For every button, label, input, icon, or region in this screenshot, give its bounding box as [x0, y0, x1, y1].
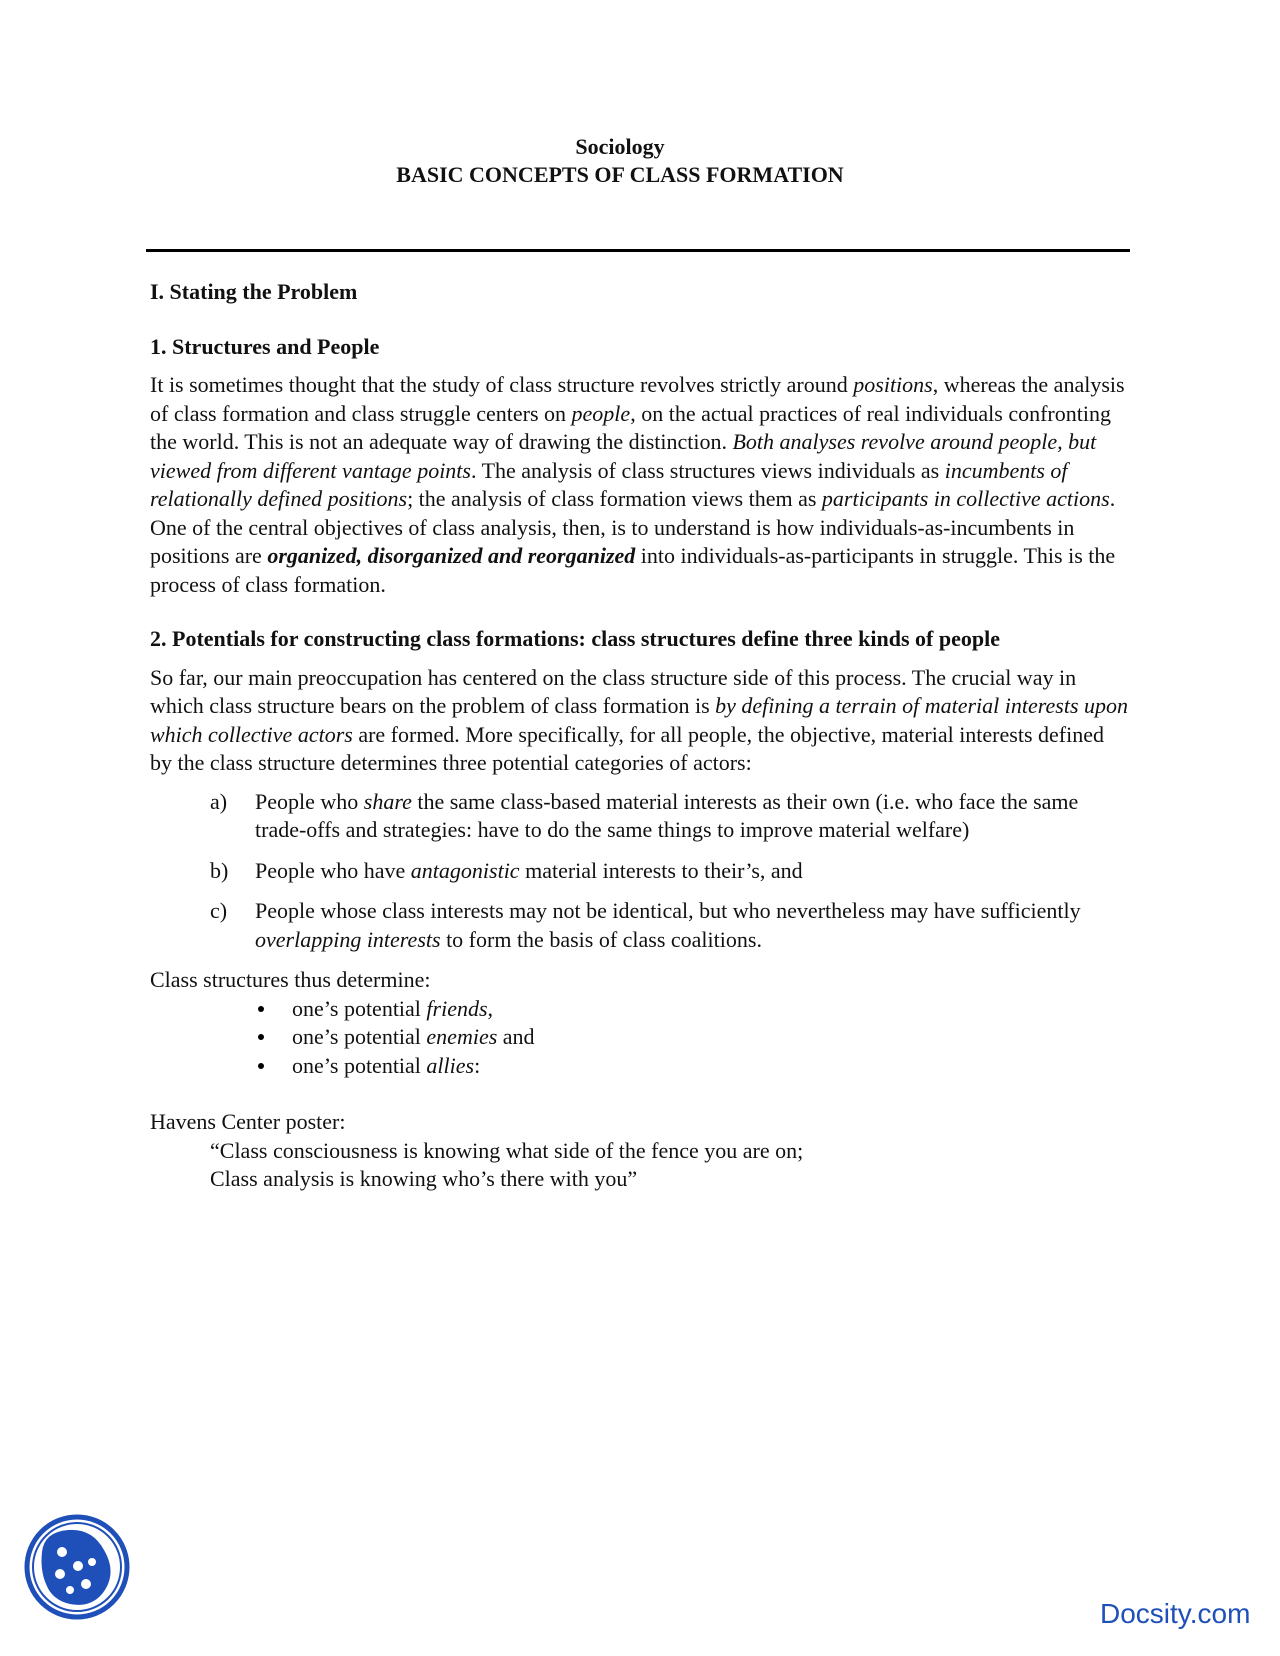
bullet-icon — [258, 1034, 264, 1040]
quote-line-2: Class analysis is knowing who’s there with you” — [210, 1166, 638, 1191]
list-item: one’s potential allies: — [150, 1052, 1130, 1081]
list-item: c) People whose class interests may not be identical, but who nevertheless may have sufficiently overlapping interests to form the basis of class coalitions. — [210, 898, 1081, 952]
poster-intro: Havens Center poster: — [150, 1109, 346, 1134]
paragraph-potentials: So far, our main preoccupation has centered on the class structure side of this process. The crucial way in which class structure bears on the problem of class formation is by defining a terrain of material interests upon which collective actors are formed. More specifically, for all people, the objective, material interests defined by the class structure determines three potential categories of actors: — [150, 664, 1129, 775]
docsity-logo-icon — [22, 1512, 132, 1622]
list-item: b) People who have antagonistic material interests to their’s, and — [210, 857, 803, 883]
bullet-icon — [258, 1006, 264, 1012]
document-body — [150, 278, 1130, 1194]
quote-line-1: “Class consciousness is knowing what side of the fence you are on; — [210, 1137, 804, 1163]
list-item: one’s potential enemies and — [150, 1023, 1130, 1052]
list-item: one’s potential friends, — [150, 995, 1130, 1024]
document-header — [0, 133, 1240, 189]
potential-roles-list — [150, 995, 1130, 1081]
title-divider — [146, 249, 1130, 252]
actor-categories-list — [150, 788, 1130, 955]
subsection-heading-structures: 1. Structures and People — [150, 333, 380, 359]
subject-label: Sociology — [575, 134, 665, 159]
docsity-brand-link[interactable]: Docsity.com — [1100, 1598, 1251, 1629]
determine-intro: Class structures thus determine: — [150, 967, 431, 992]
subsection-heading-potentials: 2. Potentials for constructing class formations: class structures define three kinds of people — [150, 626, 1000, 651]
document-title: BASIC CONCEPTS OF CLASS FORMATION — [396, 162, 844, 187]
section-heading: I. Stating the Problem — [150, 279, 358, 304]
paragraph-structures: It is sometimes thought that the study of class structure revolves strictly around positions, whereas the analysis of class formation and class struggle centers on people, on the actual practices of real individuals confronting the world. This is not an adequate way of drawing the distinction. Both analyses revolve around people, but viewed from different vantage points. The analysis of class structures views individuals as incumbents of relationally defined positions; the analysis of class formation views them as participants in collective actions. One of the central objectives of class analysis, then, is to understand is how individuals-as-incumbents in positions are organized, disorganized and reorganized into individuals-as-participants in struggle. This is the process of class formation. — [150, 372, 1125, 597]
list-item: a) People who share the same class-based material interests as their own (i.e. who face the same trade-offs and strategies: have to do the same things to improve material welfare) — [210, 788, 1079, 842]
bullet-icon — [258, 1063, 264, 1069]
